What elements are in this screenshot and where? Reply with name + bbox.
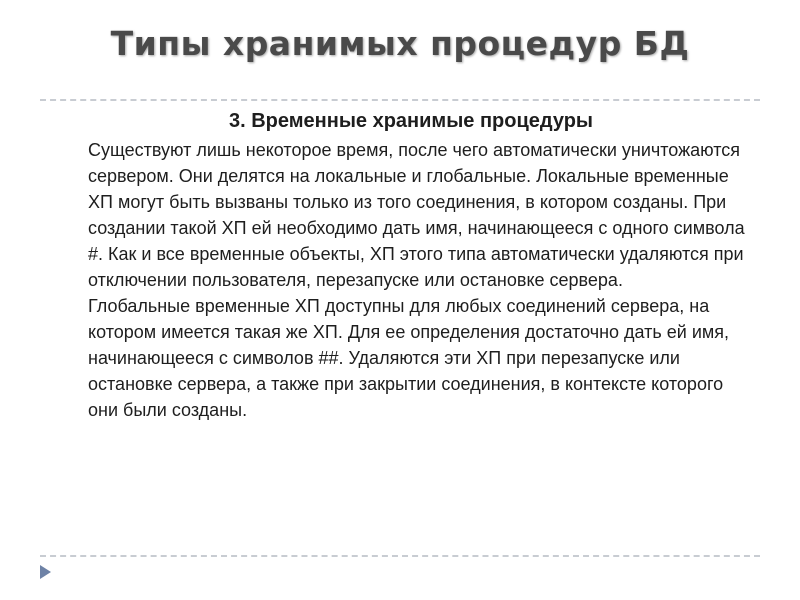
slide-title: Типы хранимых процедур БД bbox=[110, 24, 690, 63]
section-heading: 3. Временные хранимые процедуры bbox=[228, 110, 593, 132]
bottom-divider bbox=[40, 555, 760, 557]
slide-content bbox=[88, 108, 748, 423]
top-divider bbox=[40, 99, 760, 101]
paragraph-local: Существуют лишь некоторое время, после чего автоматически уничтожаются сервером. Они делятся на локальные и глобальные. Локальные временные ХП могут быть вызваны только из того соединения, в котором созданы. При создании такой ХП ей необходимо дать имя, начинающееся с одного символа #. Как и все временные объекты, ХП этого типа автоматически удаляются при отключении пользователя, перезапуске или остановке сервера. bbox=[88, 140, 745, 290]
triangle-right-icon[interactable] bbox=[40, 565, 51, 579]
paragraph-global: Глобальные временные ХП доступны для любых соединений сервера, на котором имеется такая же ХП. Для ее определения достаточно дать ей имя, начинающееся с символов ##. Удаляются эти ХП при перезапуске или остановке сервера, а также при закрытии соединения, в контексте которого они были созданы. bbox=[88, 296, 730, 420]
